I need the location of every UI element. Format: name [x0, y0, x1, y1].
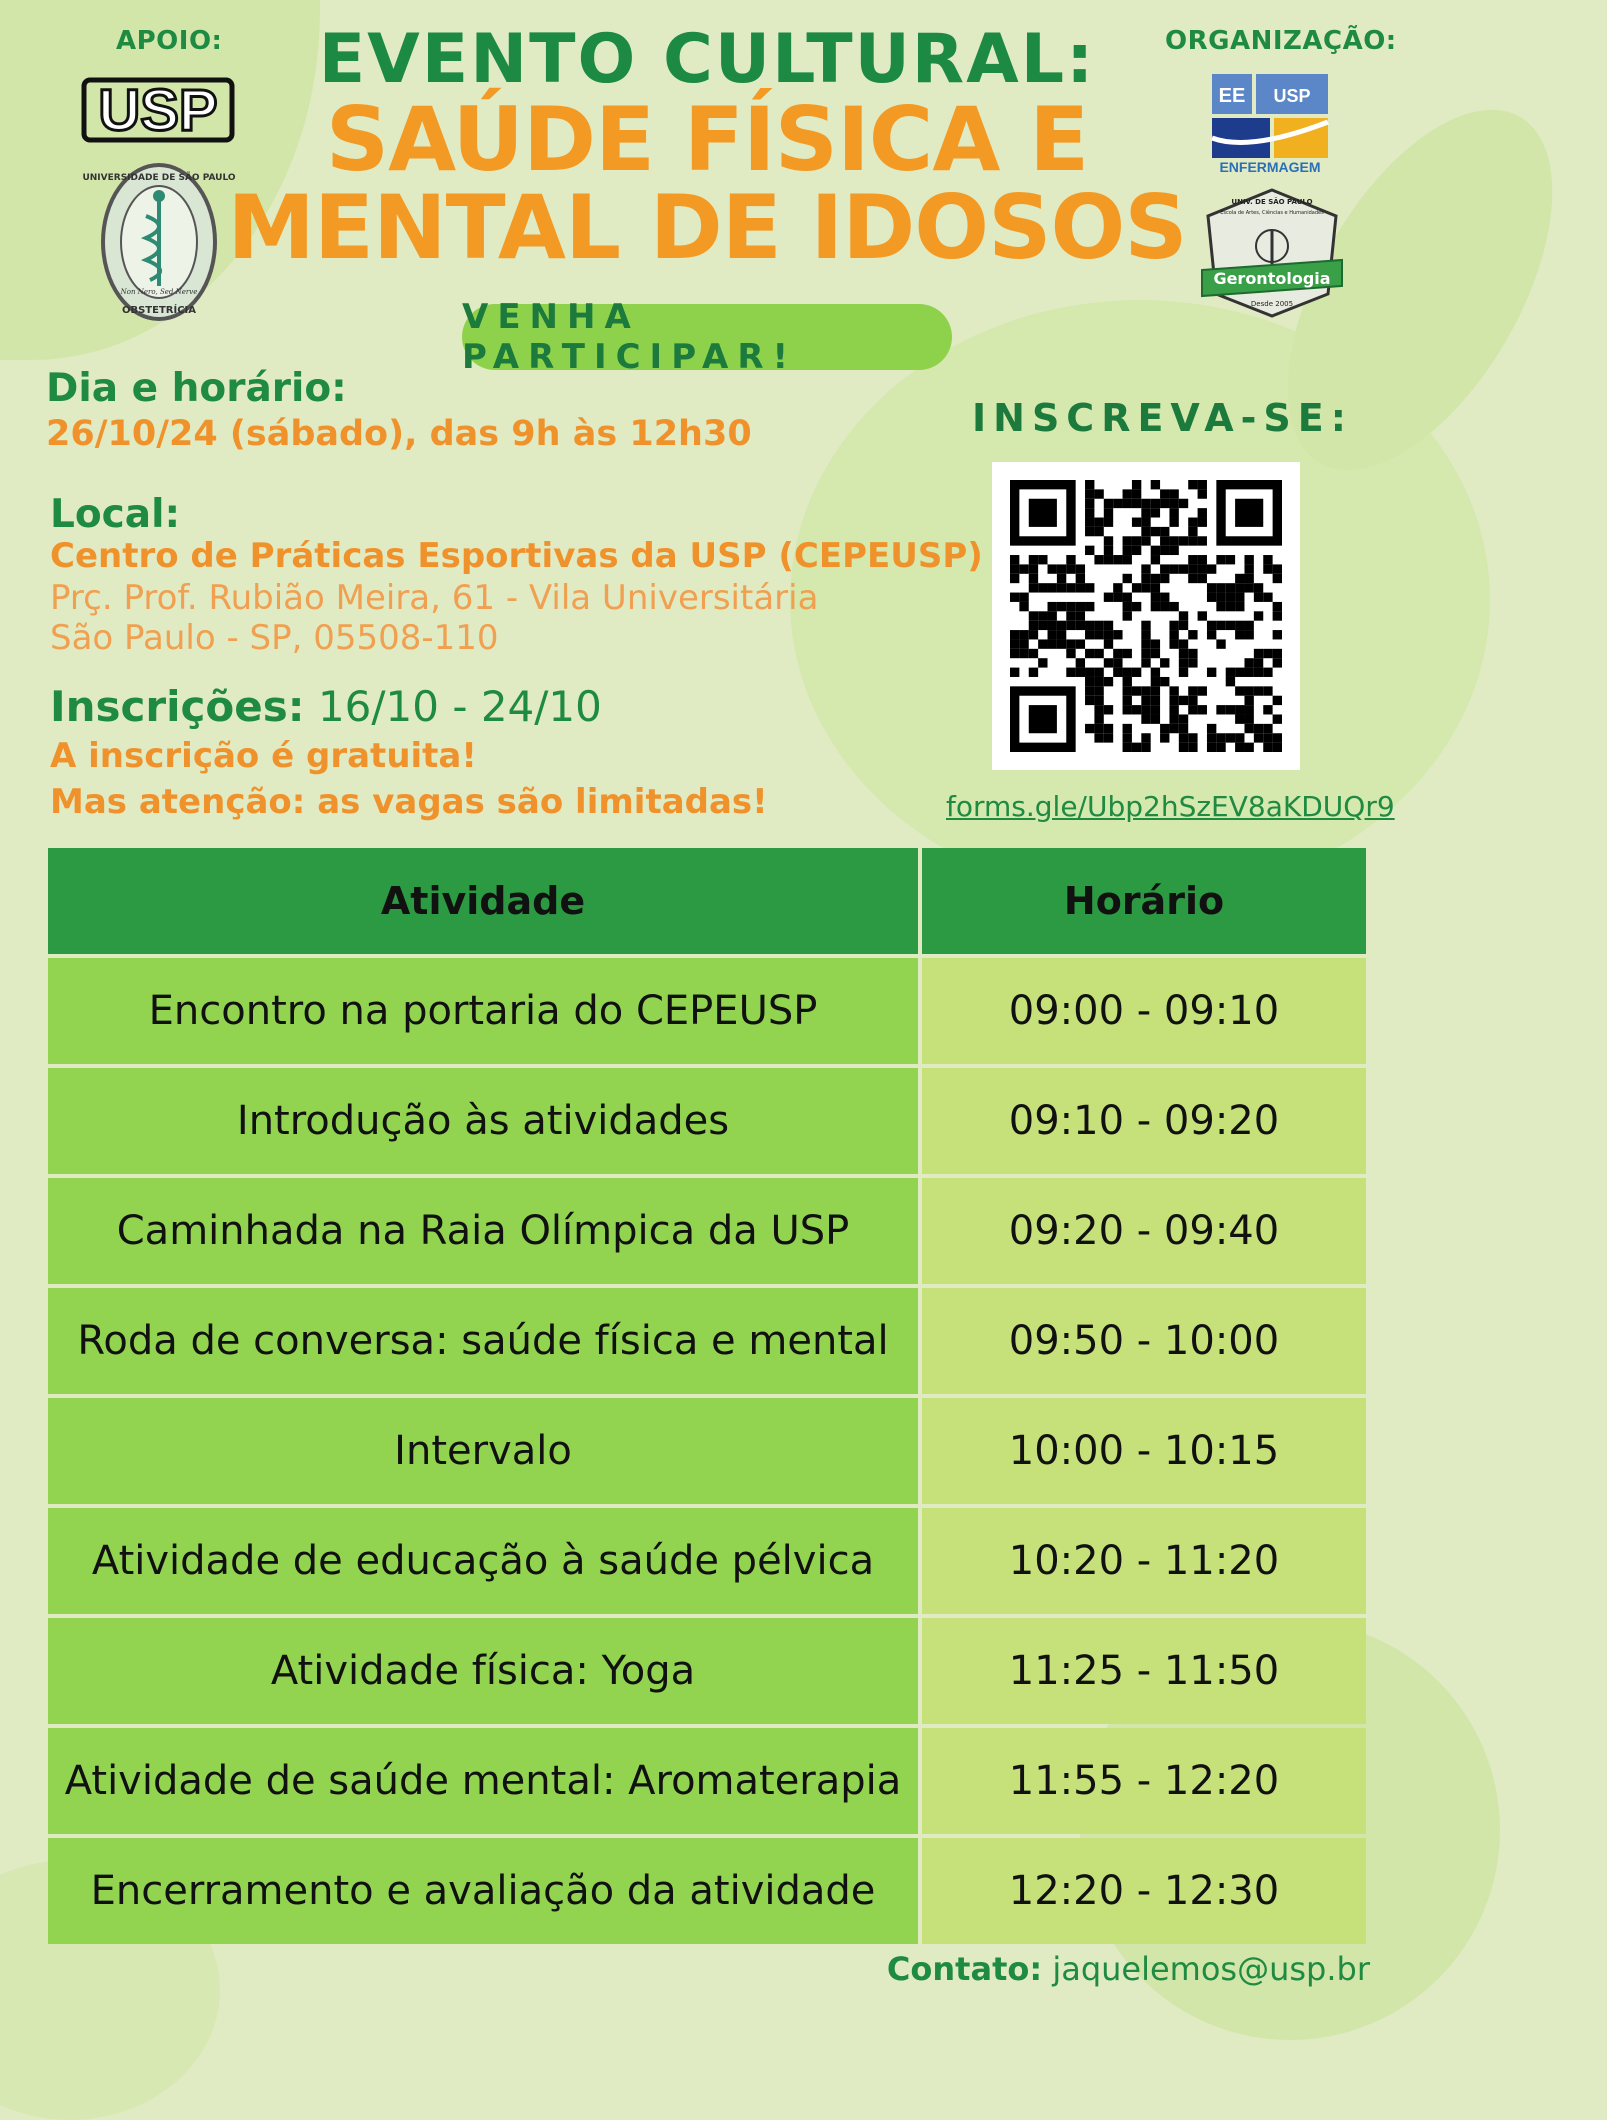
- time-cell: 10:00 - 10:15: [922, 1398, 1366, 1504]
- cta-text: VENHA PARTICIPAR!: [462, 297, 798, 377]
- signup-heading: INSCREVA-SE:: [972, 396, 1353, 440]
- free-note: A inscrição é gratuita!: [50, 736, 477, 776]
- time-cell: 11:25 - 11:50: [922, 1618, 1366, 1724]
- usp-logo-text: USP: [98, 78, 218, 143]
- registration-line: [50, 682, 602, 731]
- activity-cell: Atividade de saúde mental: Aromaterapia: [48, 1728, 918, 1834]
- limited-note: Mas atenção: as vagas são limitadas!: [50, 782, 768, 822]
- geronto-banner: Gerontologia: [1213, 269, 1331, 288]
- table-header-row: [48, 848, 1366, 954]
- geronto-since: Desde 2005: [1250, 300, 1294, 308]
- event-title-line2: SAÚDE FÍSICA E: [325, 88, 1089, 191]
- activity-cell: Encontro na portaria do CEPEUSP: [48, 958, 918, 1064]
- activity-cell: Encerramento e avaliação da atividade: [48, 1838, 918, 1944]
- table-row: [48, 958, 1366, 1064]
- geronto-sub-text: Escola de Artes, Ciências e Humanidades: [1220, 210, 1324, 216]
- time-cell: 09:00 - 09:10: [922, 958, 1366, 1064]
- date-value: 26/10/24 (sábado), das 9h às 12h30: [46, 414, 752, 454]
- table-row: [48, 1288, 1366, 1394]
- seal-motto: Non Nero, Sed Nerve: [120, 288, 198, 296]
- activity-cell: Roda de conversa: saúde física e mental: [48, 1288, 918, 1394]
- activity-cell: Caminhada na Raia Olímpica da USP: [48, 1178, 918, 1284]
- registration-period: 16/10 - 24/10: [317, 682, 602, 731]
- time-column-header: Horário: [922, 848, 1366, 954]
- time-cell: 09:50 - 10:00: [922, 1288, 1366, 1394]
- qr-code[interactable]: [992, 462, 1300, 770]
- geronto-top-text: UNIV. DE SÃO PAULO: [1231, 198, 1313, 206]
- contact-line: [887, 1950, 1370, 1988]
- activity-cell: Intervalo: [48, 1398, 918, 1504]
- contact-label: Contato:: [886, 1950, 1043, 1988]
- signup-link[interactable]: forms.gle/Ubp2hSzEV8aKDUQr9: [946, 790, 1395, 823]
- support-label: APOIO:: [116, 26, 223, 56]
- ee-caption: ENFERMAGEM: [1219, 159, 1321, 175]
- activity-cell: Atividade física: Yoga: [48, 1618, 918, 1724]
- time-cell: 09:20 - 09:40: [922, 1178, 1366, 1284]
- ee-right-text: USP: [1273, 86, 1311, 106]
- address-line1: Prç. Prof. Rubião Meira, 61 - Vila Universitária: [50, 578, 819, 618]
- table-row: [48, 1838, 1366, 1944]
- schedule-table: [44, 844, 1370, 1948]
- date-label: Dia e horário:: [46, 366, 347, 411]
- place-label: Local:: [50, 492, 181, 537]
- time-cell: 09:10 - 09:20: [922, 1068, 1366, 1174]
- table-row: [48, 1508, 1366, 1614]
- seal-bottom-text: OBSTETRÍCIA: [121, 305, 197, 316]
- table-row: [48, 1068, 1366, 1174]
- place-name: Centro de Práticas Esportivas da USP (CEPEUSP): [50, 536, 983, 576]
- activity-cell: Atividade de educação à saúde pélvica: [48, 1508, 918, 1614]
- address-line2: São Paulo - SP, 05508-110: [50, 618, 499, 658]
- cta-badge: [462, 297, 952, 377]
- time-cell: 10:20 - 11:20: [922, 1508, 1366, 1614]
- event-title-line3: MENTAL DE IDOSOS: [227, 176, 1187, 279]
- ee-left-text: EE: [1218, 85, 1246, 107]
- table-row: [48, 1398, 1366, 1504]
- contact-email[interactable]: jaquelemos@usp.br: [1052, 1950, 1370, 1988]
- table-row: [48, 1728, 1366, 1834]
- organization-label: ORGANIZAÇÃO:: [1165, 26, 1397, 56]
- table-row: [48, 1178, 1366, 1284]
- table-row: [48, 1618, 1366, 1724]
- qr-code-image: [992, 462, 1300, 770]
- seal-top-text: UNIVERSIDADE DE SÃO PAULO: [82, 173, 236, 183]
- activity-column-header: Atividade: [48, 848, 918, 954]
- registration-label: Inscrições:: [50, 682, 305, 731]
- time-cell: 11:55 - 12:20: [922, 1728, 1366, 1834]
- event-title-line1: EVENTO CULTURAL:: [318, 20, 1096, 99]
- activity-cell: Introdução às atividades: [48, 1068, 918, 1174]
- time-cell: 12:20 - 12:30: [922, 1838, 1366, 1944]
